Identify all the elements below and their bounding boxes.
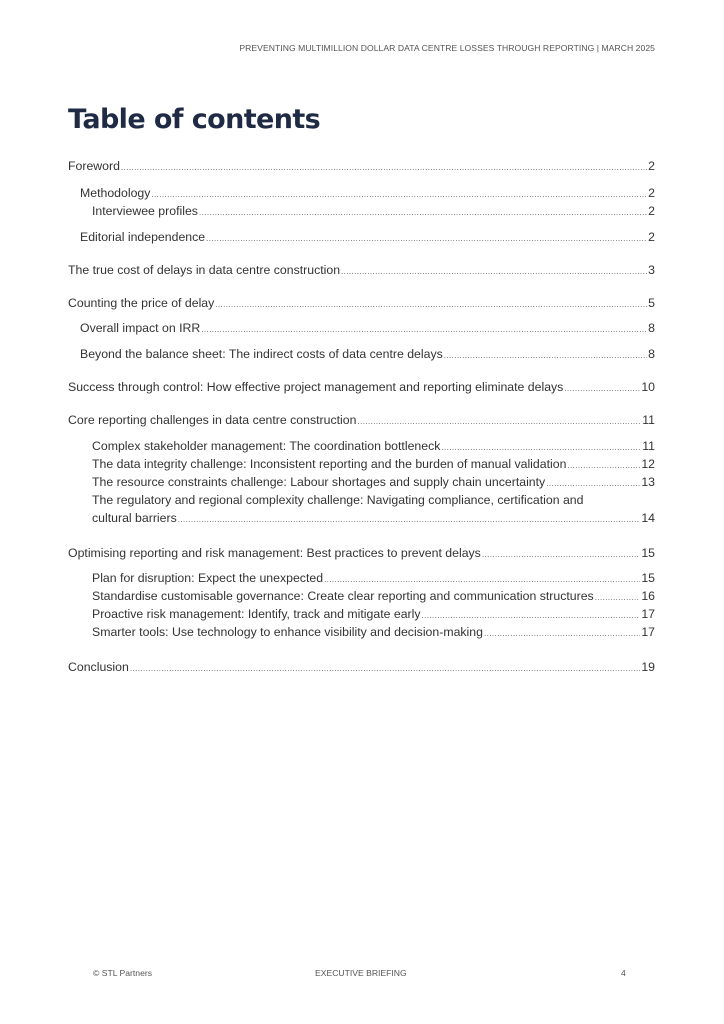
toc-entry-editorial-independence[interactable] bbox=[80, 229, 655, 246]
dot-leader bbox=[441, 438, 641, 455]
toc-label: Overall impact on IRR bbox=[80, 321, 201, 335]
toc-page-number: 14 bbox=[641, 511, 655, 525]
toc-entry-resource-constraints[interactable] bbox=[92, 474, 655, 491]
toc-label: The resource constraints challenge: Labour shortages and supply chain uncertainty bbox=[92, 475, 546, 489]
footer-page-number: 4 bbox=[621, 968, 626, 978]
running-header: PREVENTING MULTIMILLION DOLLAR DATA CENTRE LOSSES THROUGH REPORTING | MARCH 2025 bbox=[239, 43, 655, 53]
toc-page-number: 15 bbox=[641, 546, 655, 560]
dot-leader bbox=[206, 229, 647, 246]
toc-page-number: 15 bbox=[641, 571, 655, 585]
dot-leader bbox=[215, 295, 647, 312]
toc-entry-counting-the-price[interactable] bbox=[68, 295, 655, 312]
toc-label: Foreword bbox=[68, 159, 120, 173]
dot-leader bbox=[324, 570, 640, 587]
toc-label: The data integrity challenge: Inconsistent reporting and the burden of manual validation bbox=[92, 457, 567, 471]
dot-leader bbox=[546, 474, 640, 491]
toc-page-number: 5 bbox=[648, 296, 655, 310]
footer-copyright: © STL Partners bbox=[93, 968, 153, 978]
toc-entry-smarter-tools[interactable] bbox=[92, 624, 655, 641]
toc-entry-core-reporting-challenges[interactable] bbox=[68, 412, 655, 429]
toc-page-number: 8 bbox=[648, 347, 655, 361]
dot-leader bbox=[130, 659, 640, 676]
toc-page-number: 2 bbox=[648, 159, 655, 173]
toc-entry-standardise-governance[interactable] bbox=[92, 588, 655, 605]
toc-entry-data-integrity[interactable] bbox=[92, 456, 655, 473]
toc-label: Complex stakeholder management: The coordination bottleneck bbox=[92, 439, 441, 453]
dot-leader bbox=[482, 545, 640, 562]
toc-page-number: 2 bbox=[648, 230, 655, 244]
toc-label: The regulatory and regional complexity challenge: Navigating compliance, certification and bbox=[92, 493, 584, 507]
dot-leader bbox=[341, 262, 647, 279]
toc-label: Plan for disruption: Expect the unexpected bbox=[92, 571, 324, 585]
toc-page-number: 13 bbox=[641, 475, 655, 489]
toc-entry-optimising-reporting[interactable] bbox=[68, 545, 655, 562]
toc-label: Core reporting challenges in data centre construction bbox=[68, 413, 357, 427]
toc-entry-methodology[interactable] bbox=[80, 185, 655, 202]
toc-page-number: 2 bbox=[648, 186, 655, 200]
toc-label: The true cost of delays in data centre construction bbox=[68, 263, 341, 277]
dot-leader bbox=[178, 510, 641, 527]
toc-page-number: 19 bbox=[641, 660, 655, 674]
dot-leader bbox=[151, 185, 647, 202]
dot-leader bbox=[201, 320, 647, 337]
toc-label: Counting the price of delay bbox=[68, 296, 215, 310]
dot-leader bbox=[199, 203, 647, 220]
toc-label: cultural barriers bbox=[92, 511, 177, 525]
dot-leader bbox=[121, 158, 647, 175]
toc-entry-plan-for-disruption[interactable] bbox=[92, 570, 655, 587]
toc-page-number: 11 bbox=[642, 439, 655, 453]
toc-entry-conclusion[interactable] bbox=[68, 659, 655, 676]
dot-leader bbox=[595, 588, 641, 605]
toc-entry-proactive-risk-management[interactable] bbox=[92, 606, 655, 623]
toc-label: Proactive risk management: Identify, track and mitigate early bbox=[92, 607, 421, 621]
toc-entry-overall-impact-irr[interactable] bbox=[80, 320, 655, 337]
toc-label: Standardise customisable governance: Create clear reporting and communication structures bbox=[92, 589, 594, 603]
toc-label: Success through control: How effective project management and reporting eliminate delays bbox=[68, 380, 564, 394]
toc-label: Conclusion bbox=[68, 660, 129, 674]
toc-entry-regulatory-complexity-line1[interactable] bbox=[92, 492, 655, 509]
toc-label: Optimising reporting and risk management: Best practices to prevent delays bbox=[68, 546, 481, 560]
toc-page-number: 2 bbox=[648, 204, 655, 218]
dot-leader bbox=[484, 624, 640, 641]
toc-page-number: 16 bbox=[641, 589, 655, 603]
toc-entry-interviewee-profiles[interactable] bbox=[92, 203, 655, 220]
toc-page-number: 10 bbox=[641, 380, 655, 394]
dot-leader bbox=[564, 379, 640, 396]
toc-page-number: 12 bbox=[641, 457, 655, 471]
toc-label: Smarter tools: Use technology to enhance visibility and decision-making bbox=[92, 625, 483, 639]
toc-entry-true-cost-of-delays[interactable] bbox=[68, 262, 655, 279]
footer-document-type: EXECUTIVE BRIEFING bbox=[315, 968, 407, 978]
toc-entry-stakeholder-management[interactable] bbox=[92, 438, 655, 455]
toc-page-number: 8 bbox=[648, 321, 655, 335]
toc-label: Methodology bbox=[80, 186, 151, 200]
toc-page-number: 3 bbox=[648, 263, 655, 277]
toc-entry-beyond-balance-sheet[interactable] bbox=[80, 346, 655, 363]
toc-label: Beyond the balance sheet: The indirect costs of data centre delays bbox=[80, 347, 443, 361]
dot-leader bbox=[422, 606, 641, 623]
toc-label: Interviewee profiles bbox=[92, 204, 198, 218]
toc-entry-regulatory-complexity-line2[interactable] bbox=[92, 510, 655, 527]
dot-leader bbox=[357, 412, 641, 429]
toc-page-number: 11 bbox=[642, 413, 655, 427]
page-title: Table of contents bbox=[68, 104, 321, 135]
toc-entry-foreword[interactable] bbox=[68, 158, 655, 175]
toc-entry-success-through-control[interactable] bbox=[68, 379, 655, 396]
toc-label: Editorial independence bbox=[80, 230, 206, 244]
dot-leader bbox=[567, 456, 640, 473]
toc-page-number: 17 bbox=[641, 607, 655, 621]
toc-page-number: 17 bbox=[641, 625, 655, 639]
dot-leader bbox=[444, 346, 647, 363]
